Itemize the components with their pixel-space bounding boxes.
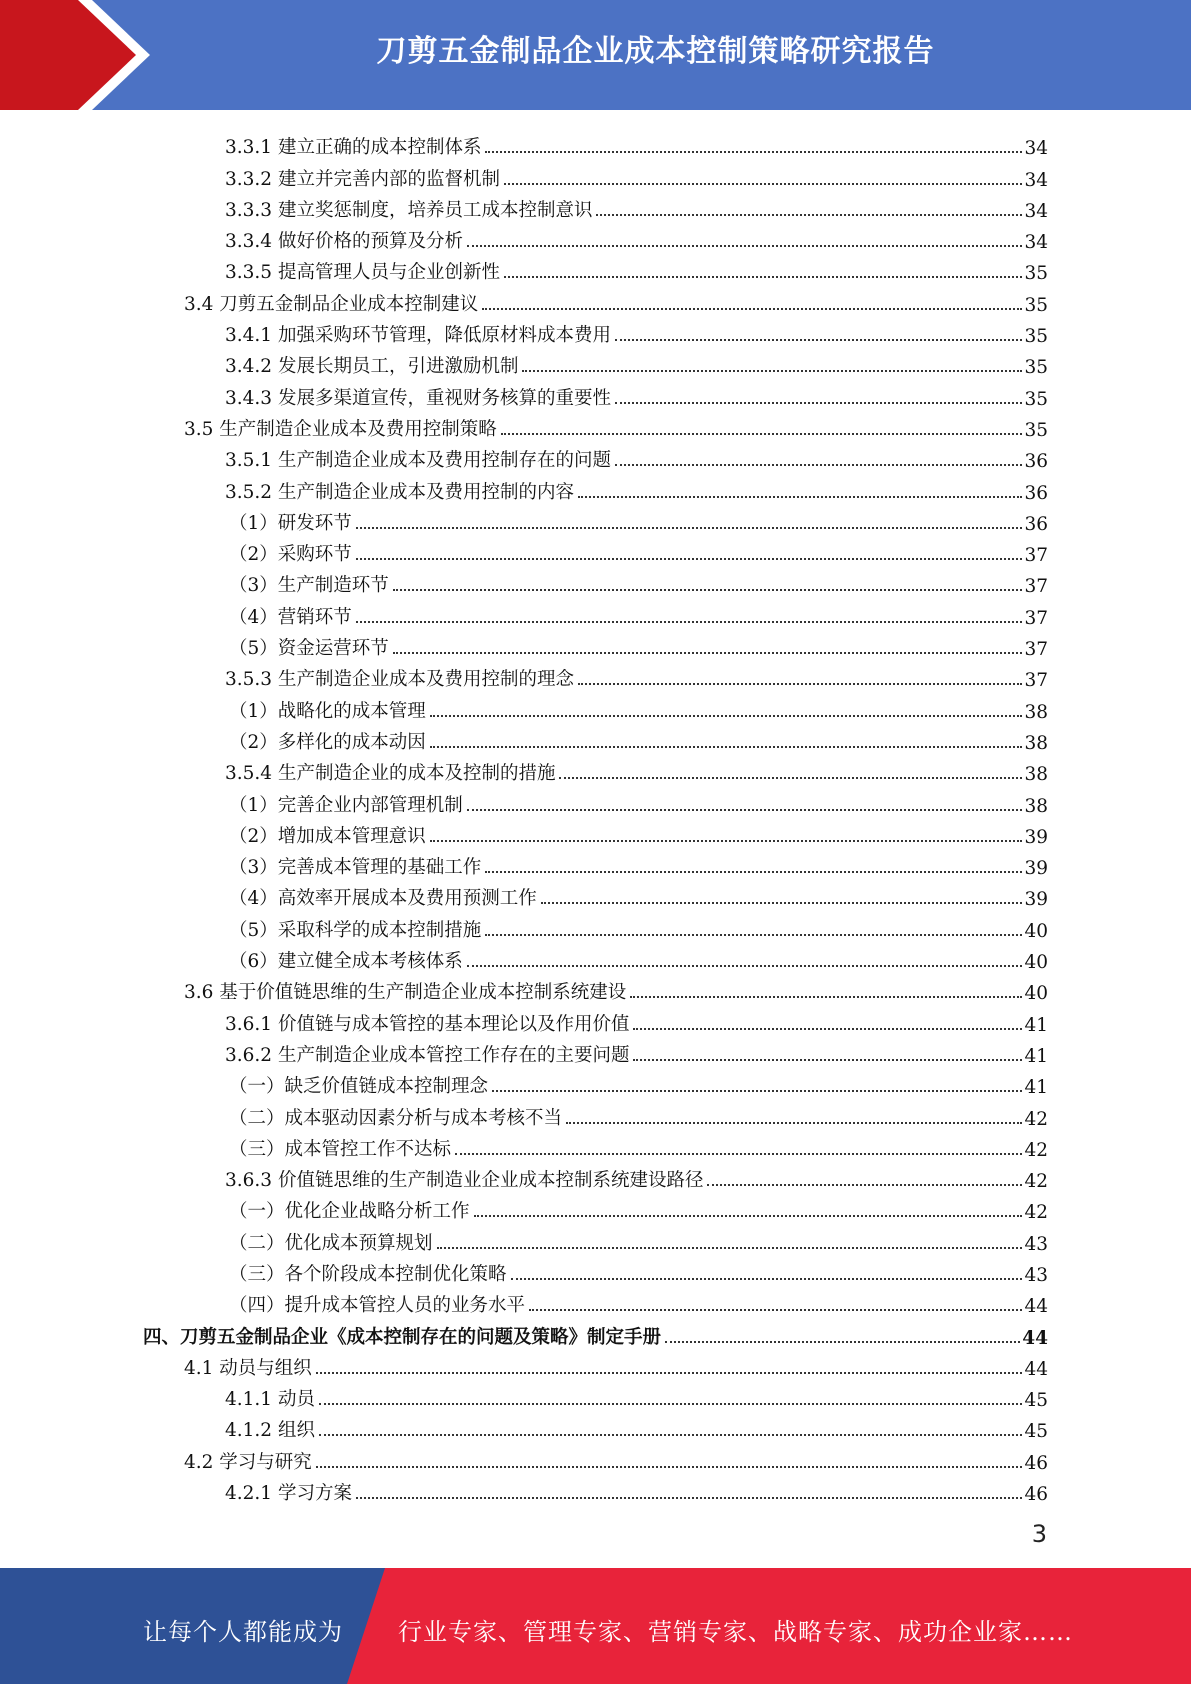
toc-entry-page: 34 (1024, 169, 1048, 191)
toc-entry[interactable] (0, 1161, 1048, 1192)
page-header (0, 0, 1191, 110)
toc-entry[interactable] (0, 1474, 1048, 1505)
toc-entry-page: 37 (1024, 545, 1048, 567)
toc-entry-label: （1）研发环节 (229, 512, 352, 534)
toc-dot-leader (522, 370, 1022, 372)
toc-entry[interactable] (0, 942, 1048, 973)
toc-dot-leader (393, 652, 1023, 654)
toc-dot-leader (633, 1059, 1022, 1061)
toc-entry-page: 38 (1024, 732, 1048, 754)
toc-dot-leader (482, 308, 1022, 310)
toc-entry-label: （2）增加成本管理意识 (229, 825, 426, 847)
toc-entry-page: 34 (1024, 232, 1048, 254)
toc-entry-page: 40 (1024, 920, 1048, 942)
toc-entry-label: （5）采取科学的成本控制措施 (229, 919, 482, 941)
toc-entry-label: （三）成本管控工作不达标 (229, 1138, 452, 1160)
toc-entry-label: 3.3.1 建立正确的成本控制体系 (225, 137, 482, 159)
toc-dot-leader (467, 965, 1023, 967)
toc-entry[interactable] (0, 817, 1048, 848)
toc-entry[interactable] (0, 754, 1048, 785)
page-footer (0, 1568, 1191, 1684)
toc-entry-label: （2）采购环节 (229, 544, 352, 566)
toc-entry-page: 42 (1024, 1171, 1048, 1193)
toc-entry-page: 34 (1024, 138, 1048, 160)
toc-entry[interactable] (0, 1192, 1048, 1223)
toc-entry-page: 42 (1024, 1139, 1048, 1161)
toc-entry[interactable] (0, 910, 1048, 941)
toc-dot-leader (430, 840, 1023, 842)
toc-entry-page: 36 (1024, 482, 1048, 504)
toc-entry-label: 3.6.3 价值链思维的生产制造业企业成本控制系统建设路径 (225, 1170, 704, 1192)
toc-dot-leader (578, 496, 1022, 498)
toc-entry-page: 43 (1024, 1264, 1048, 1286)
toc-entry-label: （5）资金运营环节 (229, 638, 389, 660)
toc-entry-page: 35 (1024, 388, 1048, 410)
toc-entry-label: （2）多样化的成本动因 (229, 731, 426, 753)
toc-dot-leader (356, 1497, 1023, 1499)
toc-entry-page: 41 (1024, 1045, 1048, 1067)
toc-entry-page: 42 (1024, 1202, 1048, 1224)
toc-entry[interactable] (0, 535, 1048, 566)
toc-entry[interactable] (0, 1036, 1048, 1067)
toc-entry-page: 39 (1024, 889, 1048, 911)
toc-entry[interactable] (0, 504, 1048, 535)
toc-entry[interactable] (0, 723, 1048, 754)
toc-entry-label: 4.2.1 学习方案 (225, 1483, 352, 1505)
footer-roles: 行业专家、管理专家、营销专家、战略专家、成功企业家…… (398, 1618, 1073, 1646)
toc-entry[interactable] (0, 1255, 1048, 1286)
toc-entry-page: 41 (1024, 1014, 1048, 1036)
toc-entry-label: （三）各个阶段成本控制优化策略 (229, 1263, 507, 1285)
toc-entry[interactable] (0, 1349, 1048, 1380)
toc-entry[interactable] (0, 660, 1048, 691)
toc-dot-leader (504, 183, 1022, 185)
toc-entry-page: 43 (1024, 1233, 1048, 1255)
toc-entry[interactable] (0, 785, 1048, 816)
toc-dot-leader (566, 1122, 1022, 1124)
toc-dot-leader (430, 746, 1023, 748)
toc-entry-label: 3.4.1 加强采购环节管理，降低原材料成本费用 (225, 325, 611, 347)
toc-entry-label: （二）优化成本预算规划 (229, 1232, 433, 1254)
toc-dot-leader (455, 1153, 1022, 1155)
toc-dot-leader (467, 809, 1023, 811)
toc-entry-label: （4）营销环节 (229, 606, 352, 628)
toc-dot-leader (615, 402, 1022, 404)
footer-slogan: 让每个人都能成为 (143, 1618, 343, 1646)
toc-entry-page: 37 (1024, 576, 1048, 598)
toc-entry-page: 36 (1024, 513, 1048, 535)
toc-entry-label: 3.5.1 生产制造企业成本及费用控制存在的问题 (225, 450, 611, 472)
toc-entry-label: 3.5.4 生产制造企业的成本及控制的措施 (225, 763, 556, 785)
toc-entry[interactable] (0, 973, 1048, 1004)
toc-dot-leader (485, 934, 1022, 936)
toc-entry-label: （一）缺乏价值链成本控制理念 (229, 1076, 489, 1098)
toc-entry[interactable] (0, 347, 1048, 378)
toc-dot-leader (578, 683, 1022, 685)
toc-dot-leader (596, 214, 1022, 216)
toc-entry-page: 35 (1024, 263, 1048, 285)
page-number: 3 (1031, 1520, 1047, 1548)
toc-dot-leader (511, 1278, 1023, 1280)
toc-entry-page: 44 (1024, 1296, 1048, 1318)
toc-entry-page: 46 (1024, 1452, 1048, 1474)
toc-entry-label: 3.4.2 发展长期员工，引进激励机制 (225, 356, 519, 378)
toc-entry[interactable] (0, 566, 1048, 597)
toc-dot-leader (467, 245, 1022, 247)
toc-entry[interactable] (0, 691, 1048, 722)
toc-entry-page: 42 (1024, 1108, 1048, 1130)
toc-dot-leader (630, 996, 1022, 998)
toc-entry[interactable] (0, 1286, 1048, 1317)
toc-entry[interactable] (0, 629, 1048, 660)
toc-entry-label: 3.6.2 生产制造企业成本管控工作存在的主要问题 (225, 1044, 630, 1066)
toc-entry-label: （4）高效率开展成本及费用预测工作 (229, 888, 537, 910)
toc-entry[interactable] (0, 191, 1048, 222)
toc-entry-label: （二）成本驱动因素分析与成本考核不当 (229, 1107, 563, 1129)
toc-entry-page: 37 (1024, 607, 1048, 629)
toc-entry-label: 3.6.1 价值链与成本管控的基本理论以及作用价值 (225, 1013, 630, 1035)
toc-entry-page: 37 (1024, 670, 1048, 692)
toc-dot-leader (492, 1090, 1022, 1092)
toc-entry[interactable] (0, 1411, 1048, 1442)
toc-entry-page: 37 (1024, 639, 1048, 661)
toc-entry[interactable] (0, 1317, 1048, 1348)
toc-entry[interactable] (0, 222, 1048, 253)
toc-entry-label: （3）生产制造环节 (229, 575, 389, 597)
toc-dot-leader (474, 1215, 1023, 1217)
toc-dot-leader (356, 621, 1023, 623)
toc-entry[interactable] (0, 879, 1048, 910)
toc-entry[interactable] (0, 1098, 1048, 1129)
toc-entry-label: 3.3.4 做好价格的预算及分析 (225, 231, 463, 253)
toc-entry[interactable] (0, 316, 1048, 347)
table-of-contents (0, 128, 1191, 1505)
toc-entry-page: 40 (1024, 952, 1048, 974)
toc-dot-leader (316, 1372, 1023, 1374)
toc-entry[interactable] (0, 253, 1048, 284)
toc-entry[interactable] (0, 1223, 1048, 1254)
toc-entry-page: 45 (1024, 1421, 1048, 1443)
toc-dot-leader (356, 527, 1023, 529)
toc-entry-page: 44 (1022, 1327, 1048, 1349)
toc-entry-label: 3.4 刀剪五金制品企业成本控制建议 (184, 293, 479, 315)
toc-dot-leader (504, 276, 1022, 278)
toc-entry-label: 4.1 动员与组织 (184, 1357, 312, 1379)
toc-dot-leader (541, 902, 1023, 904)
toc-entry-page: 35 (1024, 357, 1048, 379)
toc-entry[interactable] (0, 284, 1048, 315)
toc-entry[interactable] (0, 472, 1048, 503)
toc-entry-label: 3.5 生产制造企业成本及费用控制策略 (184, 418, 497, 440)
toc-entry[interactable] (0, 128, 1048, 159)
toc-entry-page: 39 (1024, 826, 1048, 848)
toc-dot-leader (319, 1403, 1023, 1405)
toc-entry[interactable] (0, 1442, 1048, 1473)
toc-entry[interactable] (0, 1130, 1048, 1161)
toc-entry-label: 3.5.2 生产制造企业成本及费用控制的内容 (225, 481, 574, 503)
toc-dot-leader (707, 1184, 1022, 1186)
toc-entry-label: 3.4.3 发展多渠道宣传，重视财务核算的重要性 (225, 387, 611, 409)
toc-dot-leader (393, 589, 1023, 591)
toc-entry-page: 34 (1024, 200, 1048, 222)
toc-entry-page: 39 (1024, 858, 1048, 880)
toc-entry-label: （四）提升成本管控人员的业务水平 (229, 1295, 526, 1317)
toc-entry-page: 35 (1024, 326, 1048, 348)
toc-entry-label: （一）优化企业战略分析工作 (229, 1201, 470, 1223)
toc-entry-label: 3.3.3 建立奖惩制度，培养员工成本控制意识 (225, 199, 593, 221)
toc-dot-leader (501, 433, 1023, 435)
toc-entry[interactable] (0, 378, 1048, 409)
toc-dot-leader (319, 1434, 1023, 1436)
toc-entry[interactable] (0, 1067, 1048, 1098)
toc-entry-label: 4.1.2 组织 (225, 1420, 315, 1442)
document-title: 刀剪五金制品企业成本控制策略研究报告 (376, 34, 935, 69)
toc-entry-page: 40 (1024, 983, 1048, 1005)
toc-entry-page: 35 (1024, 419, 1048, 441)
toc-entry-label: 3.5.3 生产制造企业成本及费用控制的理念 (225, 669, 574, 691)
toc-entry-label: 四、刀剪五金制品企业《成本控制存在的问题及策略》制定手册 (143, 1326, 662, 1348)
toc-dot-leader (356, 558, 1023, 560)
toc-dot-leader (485, 871, 1022, 873)
toc-entry[interactable] (0, 410, 1048, 441)
toc-dot-leader (430, 715, 1023, 717)
toc-entry-page: 46 (1024, 1484, 1048, 1506)
toc-dot-leader (437, 1247, 1023, 1249)
toc-dot-leader (633, 1028, 1022, 1030)
toc-dot-leader (615, 464, 1022, 466)
toc-entry[interactable] (0, 1380, 1048, 1411)
toc-entry-label: 3.6 基于价值链思维的生产制造企业成本控制系统建设 (184, 982, 627, 1004)
toc-entry[interactable] (0, 159, 1048, 190)
toc-entry-label: 3.3.5 提高管理人员与企业创新性 (225, 262, 500, 284)
toc-entry[interactable] (0, 597, 1048, 628)
toc-dot-leader (615, 339, 1022, 341)
toc-entry-page: 41 (1024, 1077, 1048, 1099)
toc-entry-page: 38 (1024, 795, 1048, 817)
toc-entry-page: 44 (1024, 1358, 1048, 1380)
toc-entry-page: 45 (1024, 1390, 1048, 1412)
toc-entry-page: 38 (1024, 701, 1048, 723)
toc-entry[interactable] (0, 848, 1048, 879)
toc-entry-label: （1）完善企业内部管理机制 (229, 794, 463, 816)
toc-entry-page: 38 (1024, 764, 1048, 786)
toc-entry-label: 3.3.2 建立并完善内部的监督机制 (225, 168, 500, 190)
toc-entry-label: 4.1.1 动员 (225, 1389, 315, 1411)
toc-entry-label: 4.2 学习与研究 (184, 1451, 312, 1473)
toc-dot-leader (529, 1309, 1022, 1311)
toc-entry-label: （3）完善成本管理的基础工作 (229, 857, 482, 879)
toc-dot-leader (485, 151, 1022, 153)
toc-entry-label: （1）战略化的成本管理 (229, 700, 426, 722)
toc-dot-leader (316, 1466, 1023, 1468)
toc-entry-page: 36 (1024, 451, 1048, 473)
toc-entry-label: （6）建立健全成本考核体系 (229, 951, 463, 973)
toc-dot-leader (665, 1341, 1020, 1343)
toc-entry[interactable] (0, 441, 1048, 472)
toc-entry[interactable] (0, 1004, 1048, 1035)
toc-entry-page: 35 (1024, 294, 1048, 316)
toc-dot-leader (559, 777, 1022, 779)
